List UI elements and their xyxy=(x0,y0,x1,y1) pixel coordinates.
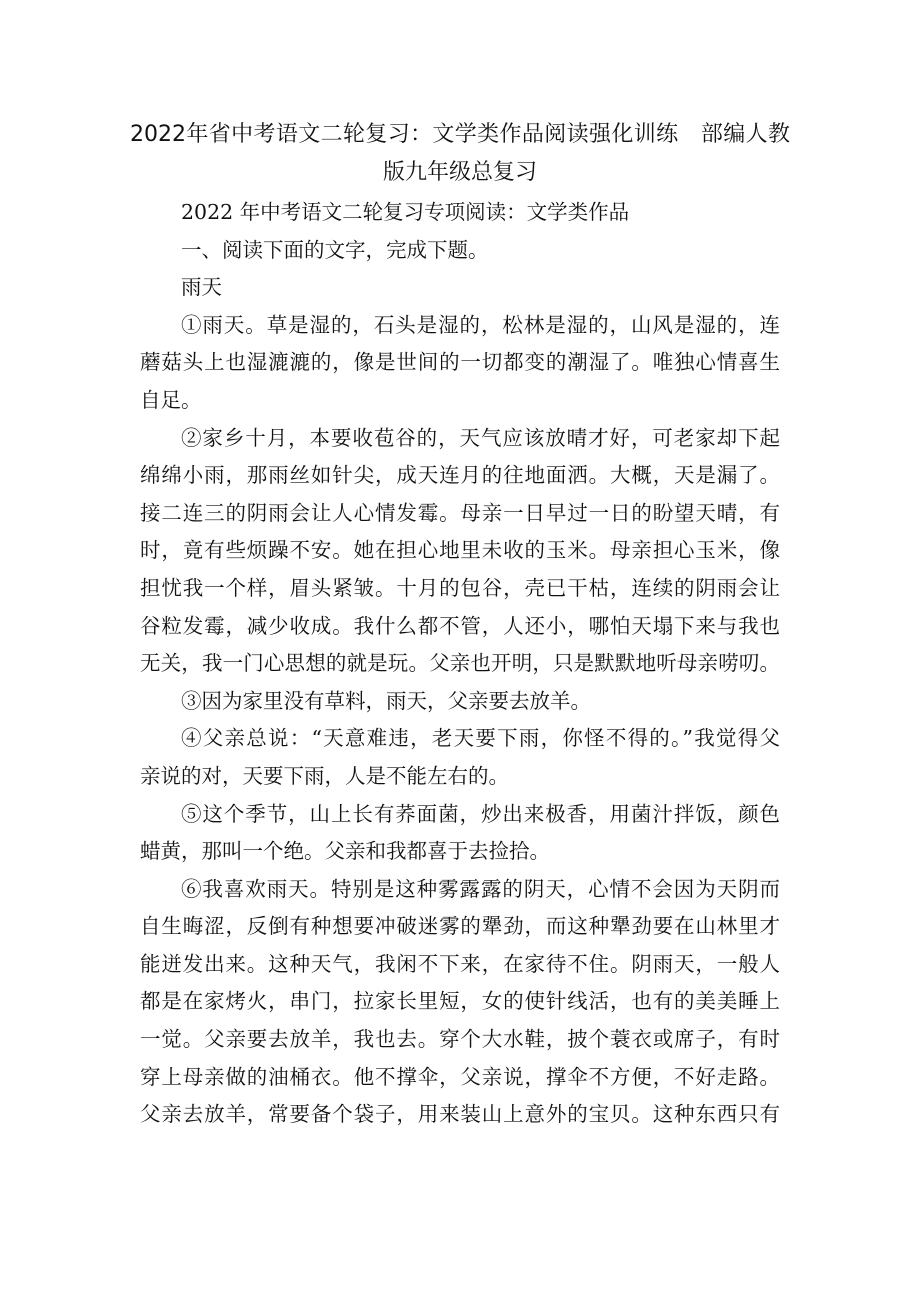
text-line: 谷粒发霉，减少收成。我什么都不管，人还小，哪怕天塌下来与我也 xyxy=(140,613,780,638)
text-line: 都是在家烤火，串门，拉家长里短，女的使针线活，也有的美美睡上 xyxy=(140,989,780,1014)
text-line: ①雨天。草是湿的，石头是湿的，松林是湿的，山风是湿的，连 xyxy=(181,312,780,337)
text-line: ⑥我喜欢雨天。特别是这种雾露露的阴天，心情不会因为天阴而 xyxy=(181,876,780,901)
text-line: ⑤这个季节，山上长有荞面菌，炒出来极香，用菌汁拌饭，颜色 xyxy=(181,801,780,826)
text-line: 一觉。父亲要去放羊，我也去。穿个大水鞋，披个蓑衣或席子，有时 xyxy=(140,1027,780,1052)
text-line: ②家乡十月，本要收苞谷的，天气应该放晴才好，可老家却下起 xyxy=(181,425,780,450)
title-line-1: 2022年省中考语文二轮复习：文学类作品阅读强化训练 部编人教 xyxy=(130,122,790,147)
text-line: ④父亲总说：“天意难违，老天要下雨，你怪不得的。”我觉得父 xyxy=(181,726,780,751)
title-line-2: 版九年级总复习 xyxy=(382,159,537,185)
text-line: 雨天 xyxy=(181,275,222,300)
text-line: 穿上母亲做的油桶衣。他不撑伞，父亲说，撑伞不方便，不好走路。 xyxy=(140,1064,780,1089)
text-line: 接二连三的阴雨会让人心情发霉。母亲一日早过一日的盼望天晴，有 xyxy=(140,500,780,525)
text-line: 父亲去放羊，常要备个袋子，用来装山上意外的宝贝。这种东西只有 xyxy=(140,1102,780,1127)
text-line: 蘑菇头上也湿漉漉的，像是世间的一切都变的潮湿了。唯独心情喜生 xyxy=(140,350,780,375)
text-line: 自生晦涩，反倒有种想要冲破迷雾的犟劲，而这种犟劲要在山林里才 xyxy=(140,914,780,939)
text-line: ③因为家里没有草料，雨天，父亲要去放羊。 xyxy=(181,688,591,713)
text-line: 2022 年中考语文二轮复习专项阅读：文学类作品 xyxy=(181,200,630,224)
text-line: 亲说的对，天要下雨，人是不能左右的。 xyxy=(140,763,509,788)
text-line: 无关，我一门心思想的就是玩。父亲也开明，只是默默地听母亲唠叨。 xyxy=(140,651,780,676)
text-line: 时，竟有些烦躁不安。她在担心地里未收的玉米。母亲担心玉米，像 xyxy=(140,538,780,563)
document-body xyxy=(140,194,780,1134)
text-line: 绵绵小雨，那雨丝如针尖，成天连月的往地面洒。大概，天是漏了。 xyxy=(140,463,780,488)
text-line: 自足。 xyxy=(140,387,202,412)
document-title xyxy=(130,116,790,191)
text-line: 能迸发出来。这种天气，我闲不下来，在家待不住。阴雨天，一般人 xyxy=(140,951,780,976)
text-line: 蜡黄，那叫一个绝。父亲和我都喜于去捡拾。 xyxy=(140,839,550,864)
text-line: 一、阅读下面的文字，完成下题。 xyxy=(181,237,489,262)
text-line: 担忧我一个样，眉头紧皱。十月的包谷，壳已干枯，连续的阴雨会让 xyxy=(140,575,780,600)
